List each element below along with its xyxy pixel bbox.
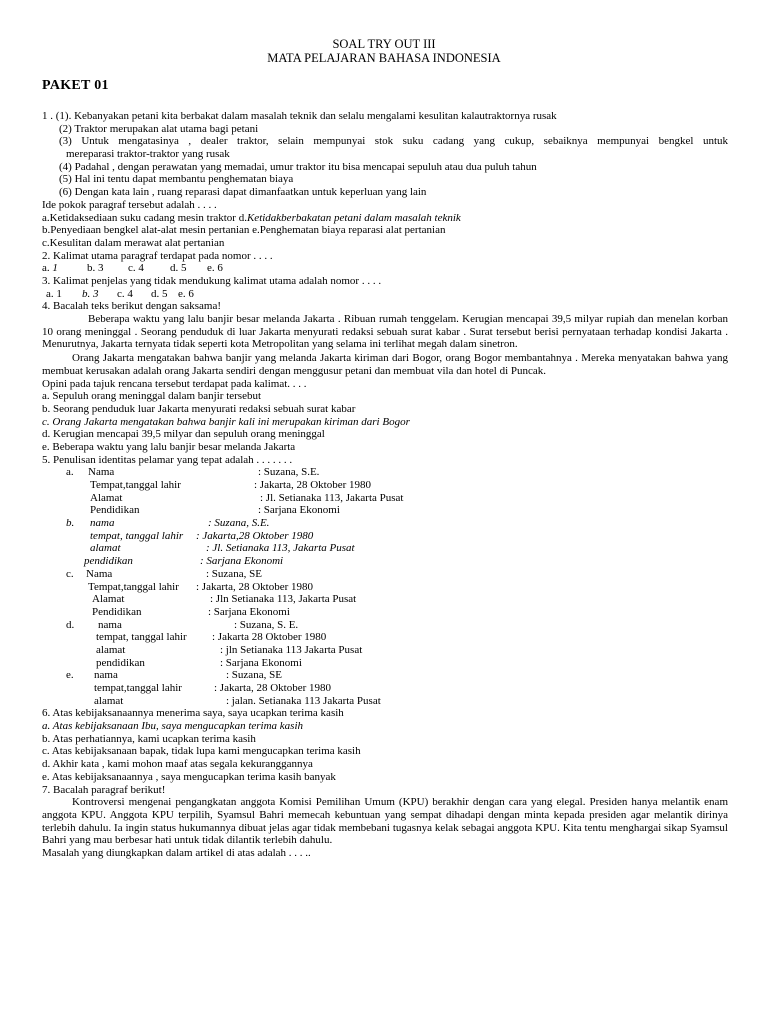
q1-sentence-4: (4) Padahal , dengan perawatan yang memadai, umur traktor itu bisa mencapai sepuluh atau dua puluh tahun <box>59 160 537 173</box>
question-list <box>42 110 728 860</box>
q5-e-label: e. <box>66 669 74 682</box>
q1-option-b-e: b.Penyediaan bengkel alat-alat mesin pertanian e.Penghematan biaya reparasi alat pertanian <box>42 224 446 237</box>
q5-c-alamat-key: Alamat <box>92 593 125 606</box>
q5-e-nama-key: nama <box>94 669 118 682</box>
q5-b-nama-value: : Suzana, S.E. <box>208 517 270 530</box>
q5-b-label: b. <box>66 517 75 530</box>
q5-d-ttl <box>42 631 728 644</box>
q2-option-b: b. 3 <box>87 262 104 275</box>
q5-a-label: a. <box>66 466 74 479</box>
q5-e-nama-value: : Suzana, SE <box>226 669 282 682</box>
q5-b-ttl <box>42 530 728 543</box>
q5-d-pendidikan <box>42 657 728 670</box>
q5-a-ttl-value: : Jakarta, 28 Oktober 1980 <box>254 479 371 492</box>
q5-d-ttl-key: tempat, tanggal lahir <box>96 631 187 644</box>
q5-a-alamat-key: Alamat <box>90 491 123 504</box>
q2-stem: 2. Kalimat utama paragraf terdapat pada nomor . . . . <box>42 249 273 262</box>
paket-heading: PAKET 01 <box>42 78 109 93</box>
q5-b-nama <box>42 517 728 530</box>
q7-paragraph: Kontroversi mengenai pengangkatan anggota Komisi Pemilihan Umum (KPU) berakhir dengan cara yang elegal. Presiden hanya melantik enam anggota KPU. Anggota KPU terpilih, Syamsul Bahri memecah kebuntuan yang sempat dihadapi dengan minta kepada presiden agar melantik dirinya terlebih dahulu. Ia ingin status hukumannya dibuat jelas agar tidak membebani tugasnya kelak sebagai anggota KPU. Kita tentu menghargai sikap Syamsul Bahri yang mau berbesar hati untuk tidak dilantik terlebih dahulu. <box>42 796 728 847</box>
q7-stem: 7. Bacalah paragraf berikut! <box>42 783 166 796</box>
q1-stem: Ide pokok paragraf tersebut adalah . . . . <box>42 198 217 211</box>
q5-a-ttl <box>42 479 728 492</box>
q5-c-pend-key: Pendidikan <box>92 605 142 618</box>
q6-option-d: d. Akhir kata , kami mohon maaf atas segala kekuranggannya <box>42 758 313 771</box>
q5-a-pend-key: Pendidikan <box>90 504 140 517</box>
q5-e-alamat <box>42 695 728 708</box>
q5-d-alamat-key: alamat <box>96 643 126 656</box>
q4-option-e: e. Beberapa waktu yang lalu banjir besar melanda Jakarta <box>42 440 296 453</box>
q5-a-pendidikan <box>42 504 728 517</box>
q4-option-d: d. Kerugian mencapai 39,5 milyar dan sepuluh orang meninggal <box>42 428 325 441</box>
q5-c-pend-value: : Sarjana Ekonomi <box>208 605 290 618</box>
q5-c-label: c. <box>66 567 74 580</box>
q5-c-alamat-value: : Jln Setianaka 113, Jakarta Pusat <box>210 593 357 606</box>
q1-sentence-3: (3) Untuk mengatasinya , dealer traktor, selain mempunyai stok suku cadang yang cukup, sebaiknya mempunyai bengkel untuk <box>59 135 728 148</box>
q5-c-nama-value: : Suzana, SE <box>206 567 262 580</box>
q6-option-c: c. Atas kebijaksanaan bapak, tidak lupa kami mengucapkan terima kasih <box>42 745 361 758</box>
q5-d-nama-value: : Suzana, S. E. <box>234 618 299 631</box>
q5-a-nama-value: : Suzana, S.E. <box>258 466 320 479</box>
q5-d-nama-key: nama <box>98 618 122 631</box>
q6-stem: 6. Atas kebijaksanaannya menerima saya, saya ucapkan terima kasih <box>42 707 344 720</box>
q2-a-label: a. <box>42 262 50 275</box>
q6-option-e: e. Atas kebijaksanaannya , saya mengucapkan terima kasih banyak <box>42 770 336 783</box>
q5-b-alamat-key: alamat <box>90 542 121 555</box>
q1-sentence-3-cont: mereparasi traktor-traktor yang rusak <box>66 148 230 161</box>
q7-question: Masalah yang diungkapkan dalam artikel di atas adalah . . . .. <box>42 847 311 860</box>
q5-d-nama <box>42 619 728 632</box>
q5-e-ttl-key: tempat,tanggal lahir <box>94 682 182 695</box>
q3-option-a: a. 1 <box>46 287 62 300</box>
q5-b-pend-value: : Sarjana Ekonomi <box>200 555 284 568</box>
q5-c-alamat <box>42 593 728 606</box>
q5-e-ttl <box>42 682 728 695</box>
doc-title: SOAL TRY OUT III <box>332 37 436 51</box>
q1-sentence-6: (6) Dengan kata lain , ruang reparasi dapat dimanfaatkan untuk keperluan yang lain <box>59 186 427 199</box>
q1-sentence-5: (5) Hal ini tentu dapat membantu penghematan biaya <box>59 173 294 186</box>
q5-b-nama-key: nama <box>90 517 115 530</box>
q4-paragraph-2: Orang Jakarta mengatakan bahwa banjir yang melanda Jakarta kiriman dari Bogor, orang Bogor membantahnya . Mereka menyatakan bahwa yang membuat kerusakan adalah orang Jakarta sendiri dengan menggusur petani dan membuat vila dan hotel di Puncak. <box>42 352 728 377</box>
q5-b-ttl-value: : Jakarta,28 Oktober 1980 <box>196 529 314 542</box>
q5-c-ttl <box>42 581 728 594</box>
q2-option-a <box>42 262 58 275</box>
q6-option-b: b. Atas perhatiannya, kami ucapkan terima kasih <box>42 732 256 745</box>
q2-option-e: e. 6 <box>207 262 223 275</box>
q5-c-nama <box>42 568 728 581</box>
q5-a-ttl-key: Tempat,tanggal lahir <box>90 479 181 492</box>
q5-d-alamat <box>42 644 728 657</box>
q5-c-pendidikan <box>42 606 728 619</box>
q1-option-c: c.Kesulitan dalam merawat alat pertanian <box>42 236 225 249</box>
q2-options <box>42 262 728 275</box>
q4-question: Opini pada tajuk rencana tersebut terdapat pada kalimat. . . . <box>42 377 307 390</box>
q5-c-ttl-value: : Jakarta, 28 Oktober 1980 <box>196 580 313 593</box>
q5-b-pendidikan <box>42 555 728 568</box>
q4-option-a: a. Sepuluh orang meninggal dalam banjir tersebut <box>42 390 262 403</box>
q5-e-alamat-value: : jalan. Setianaka 113 Jakarta Pusat <box>226 694 381 707</box>
q5-d-pend-value: : Sarjana Ekonomi <box>220 656 302 669</box>
q5-b-alamat-value: : Jl. Setianaka 113, Jakarta Pusat <box>206 542 355 555</box>
q3-option-c: c. 4 <box>117 287 133 300</box>
q1-option-a-d <box>42 212 728 225</box>
q5-a-nama-key: Nama <box>88 466 115 479</box>
q1-sentence-2: (2) Traktor merupakan alat utama bagi petani <box>59 122 259 135</box>
q5-c-nama-key: Nama <box>86 567 113 580</box>
q3-option-e: e. 6 <box>178 287 194 300</box>
q1-sentence-1: 1 . (1). Kebanyakan petani kita berbakat dalam masalah teknik dan selalu mengalami kesulitan kalautraktornya rusak <box>42 110 557 122</box>
q4-stem: 4. Bacalah teks berikut dengan saksama! <box>42 300 221 313</box>
q5-e-alamat-key: alamat <box>94 694 124 707</box>
q5-e-ttl-value: : Jakarta, 28 Oktober 1980 <box>214 682 331 695</box>
q2-option-d: d. 5 <box>170 262 187 275</box>
q5-d-label: d. <box>66 618 75 631</box>
q5-d-ttl-value: : Jakarta 28 Oktober 1980 <box>212 631 327 644</box>
q5-c-ttl-key: Tempat,tanggal lahir <box>88 580 179 593</box>
q1-option-a-text: a.Ketidaksediaan suku cadang mesin traktor d. <box>42 211 247 224</box>
q2-option-c: c. 4 <box>128 262 144 275</box>
q5-a-nama <box>42 466 728 479</box>
q5-stem: 5. Penulisan identitas pelamar yang tepat adalah . . . . . . . <box>42 453 293 466</box>
q5-b-ttl-key: tempat, tanggal lahir <box>90 529 184 542</box>
q5-e-nama <box>42 669 728 682</box>
q3-option-b: b. 3 <box>82 287 99 300</box>
q4-option-c: c. Orang Jakarta mengatakan bahwa banjir kali ini merupakan kiriman dari Bogor <box>42 415 410 428</box>
q4-paragraph-1: Beberapa waktu yang lalu banjir besar melanda Jakarta . Ribuan rumah tenggelam. Kerugian mencapai 39,5 milyar rupiah dan menelan korban 10 orang meninggal . Seorang penduduk di luar Jakarta menyurati redaksi sebuah surat kabar . Surat tersebut berisi pernyataan terhadap kondisi Jakarta . Menurutnya, Jakarta ternyata tidak seperti kota Metropolitan yang selama ini terlihat megah dalam sinetron. <box>42 313 728 351</box>
q5-a-alamat-value: : Jl. Setianaka 113, Jakarta Pusat <box>260 491 404 504</box>
q5-d-pend-key: pendidikan <box>96 656 145 669</box>
doc-subtitle: MATA PELAJARAN BAHASA INDONESIA <box>267 51 501 65</box>
q5-b-pend-key: pendidikan <box>84 555 133 568</box>
q5-a-alamat <box>42 492 728 505</box>
q3-stem: 3. Kalimat penjelas yang tidak mendukung kalimat utama adalah nomor . . . . <box>42 274 382 287</box>
q2-a-value: 1 <box>52 262 58 275</box>
q5-b-alamat <box>42 542 728 555</box>
q1-option-d-text: Ketidakberbakatan petani dalam masalah teknik <box>246 211 461 224</box>
q3-options <box>42 288 728 301</box>
q4-option-b: b. Seorang penduduk luar Jakarta menyurati redaksi sebuah surat kabar <box>42 402 356 415</box>
q5-a-pend-value: : Sarjana Ekonomi <box>258 504 340 517</box>
q3-option-d: d. 5 <box>151 287 168 300</box>
q6-option-a: a. Atas kebijaksanaan Ibu, saya mengucapkan terima kasih <box>42 720 304 733</box>
q5-d-alamat-value: : jln Setianaka 113 Jakarta Pusat <box>220 643 363 656</box>
